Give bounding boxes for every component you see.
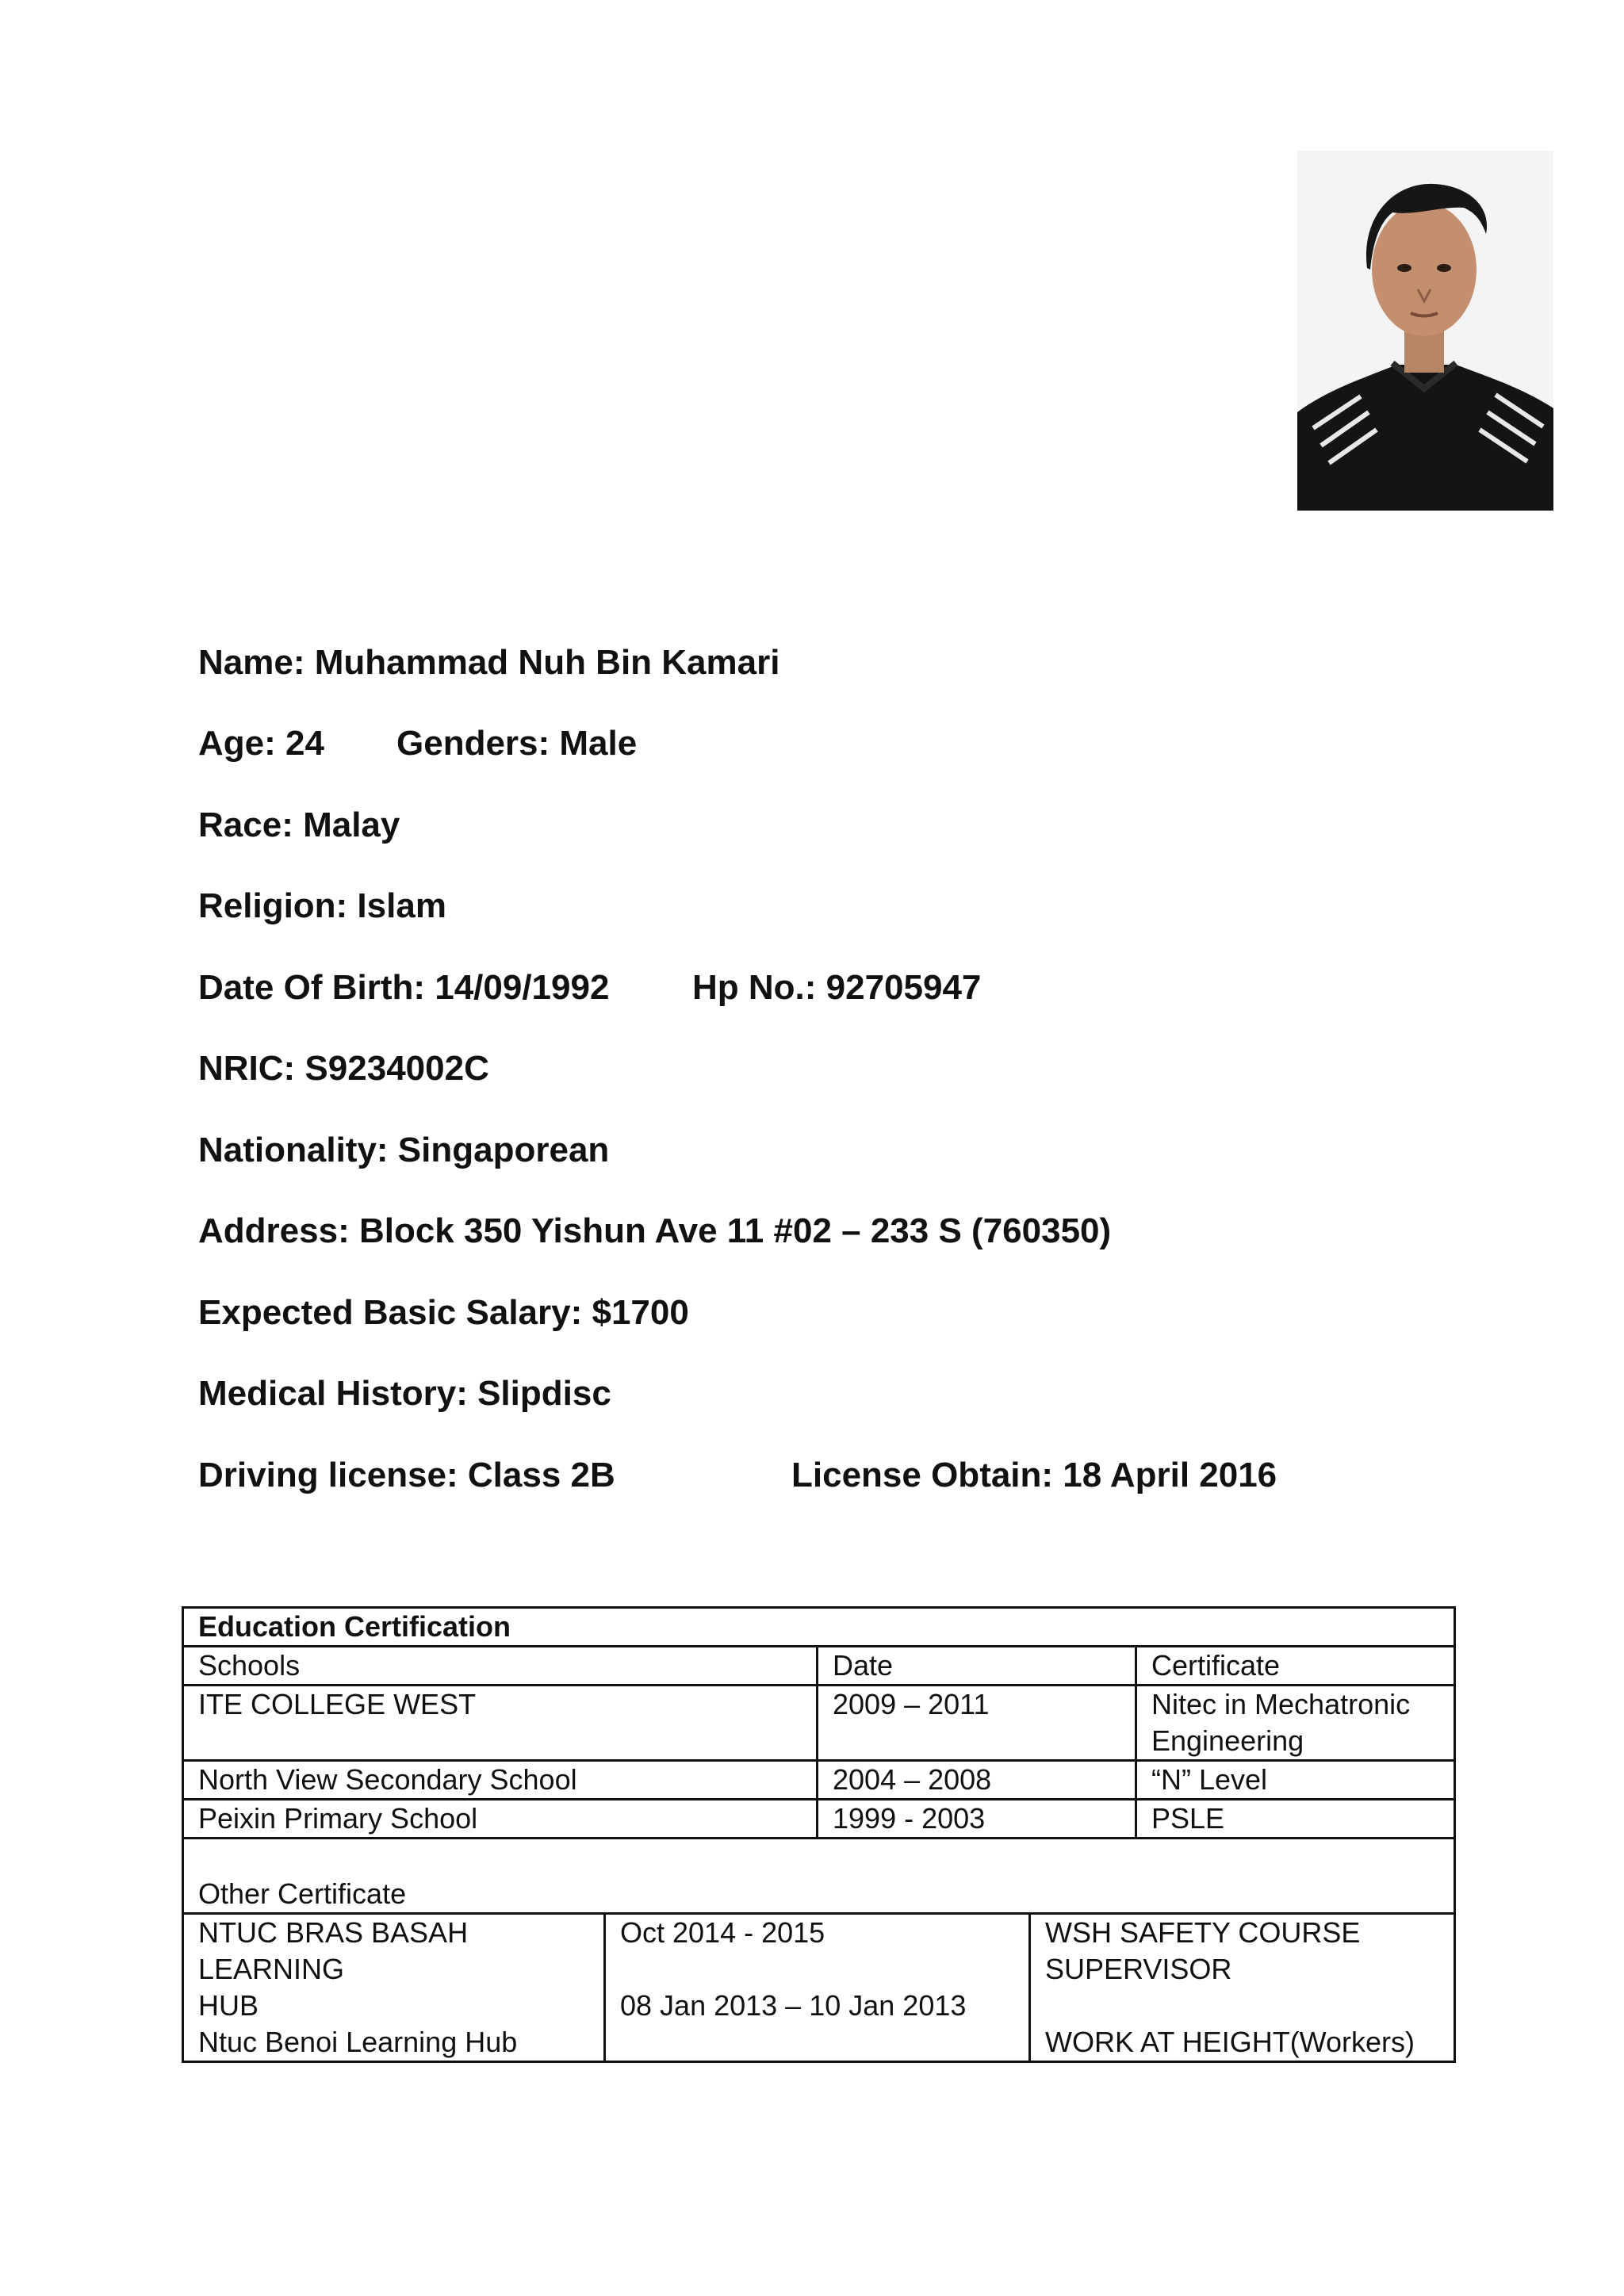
table-row — [183, 1686, 1455, 1761]
nationality-field: Nationality: Singaporean — [198, 1131, 610, 1169]
religion-field: Religion: Islam — [198, 886, 446, 925]
certificate-cell: “N” Level — [1136, 1761, 1455, 1800]
education-title: Education Certification — [183, 1608, 1455, 1647]
other-certificate-row — [183, 1839, 1455, 1914]
dob-field: Date Of Birth: 14/09/1992 — [198, 968, 610, 1007]
other-certificate-providers: NTUC BRAS BASAH LEARNING HUB Ntuc Benoi Learning Hub — [183, 1914, 605, 2062]
name-field: Name: Muhammad Nuh Bin Kamari — [198, 643, 780, 682]
address-field: Address: Block 350 Yishun Ave 11 #02 – 233 S (760350) — [198, 1211, 1112, 1250]
date-cell: 2009 – 2011 — [818, 1686, 1136, 1761]
medical-history-field: Medical History: Slipdisc — [198, 1374, 611, 1413]
table-row — [183, 1761, 1455, 1800]
other-certificate-label: Other Certificate — [183, 1839, 1455, 1914]
header-certificate: Certificate — [1136, 1647, 1455, 1686]
hp-field: Hp No.: 92705947 — [692, 968, 982, 1007]
dob-hp-row — [198, 967, 982, 1008]
education-title-row — [183, 1608, 1455, 1647]
profile-photo — [1297, 151, 1553, 511]
gender-field: Genders: Male — [396, 724, 638, 763]
education-header-row — [183, 1647, 1455, 1686]
other-certificate-details-row — [183, 1914, 1455, 2062]
other-certificate-dates: Oct 2014 - 2015 08 Jan 2013 – 10 Jan 2013 — [605, 1914, 1030, 2062]
header-schools: Schools — [183, 1647, 818, 1686]
driving-license-field: Driving license: Class 2B — [198, 1456, 615, 1494]
person-photo-icon — [1297, 151, 1553, 511]
license-row — [198, 1455, 1277, 1496]
date-cell: 2004 – 2008 — [818, 1761, 1136, 1800]
date-cell: 1999 - 2003 — [818, 1800, 1136, 1839]
other-certificate-names: WSH SAFETY COURSE SUPERVISOR WORK AT HEIGHT(Workers) — [1030, 1914, 1455, 2062]
race-field: Race: Malay — [198, 806, 400, 844]
school-cell: Peixin Primary School — [183, 1800, 818, 1839]
header-date: Date — [818, 1647, 1136, 1686]
nric-field: NRIC: S9234002C — [198, 1049, 489, 1088]
table-row — [183, 1800, 1455, 1839]
license-obtain-field: License Obtain: 18 April 2016 — [791, 1456, 1277, 1494]
salary-field: Expected Basic Salary: $1700 — [198, 1293, 689, 1332]
certificate-cell: PSLE — [1136, 1800, 1455, 1839]
age-field: Age: 24 — [198, 724, 324, 763]
education-table — [182, 1606, 1456, 2063]
certificate-cell: Nitec in Mechatronic Engineering — [1136, 1686, 1455, 1761]
school-cell: North View Secondary School — [183, 1761, 818, 1800]
age-gender-row — [198, 723, 638, 764]
school-cell: ITE COLLEGE WEST — [183, 1686, 818, 1761]
